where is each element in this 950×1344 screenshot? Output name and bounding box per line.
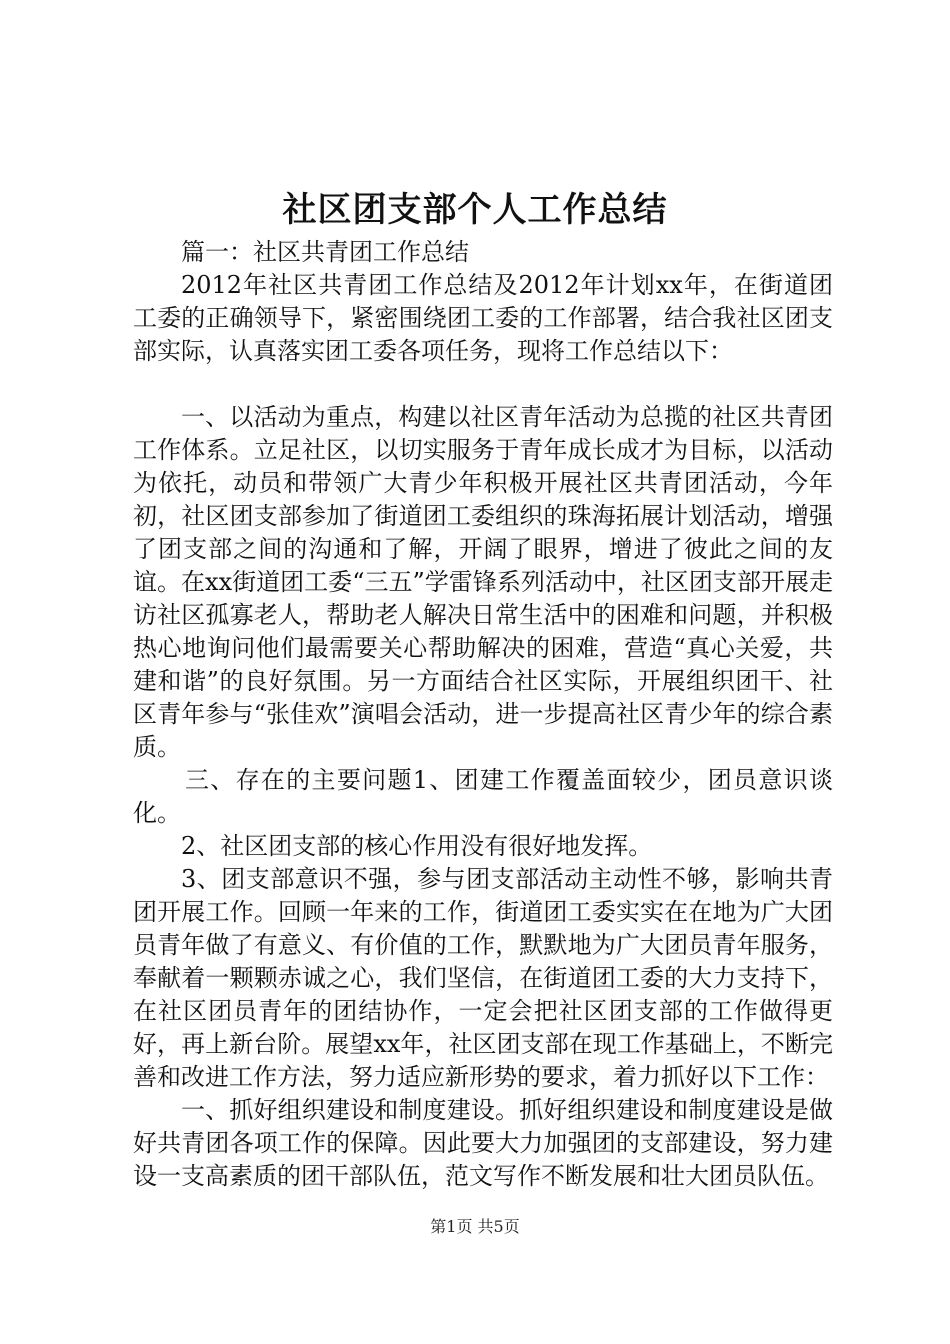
body-paragraph-problem-2: 2、社区团支部的核心作用没有很好地发挥。 <box>181 832 653 860</box>
body-paragraph-activities: 一、以活动为重点，构建以社区青年活动为总揽的社区共青团工作体系。立足社区，以切实服务于青年成长成才为目标，以活动为依托，动员和带领广大青少年积极开展社区共青团活动，今年初，社区团支部参加了街道团工委组织的珠海拓展计划活动，增强了团支部之间的沟通和了解，开阔了眼界，增进了彼此之间的友谊。在xx街道团工委“三五”学雷锋系列活动中，社区团支部开展走访社区孤寡老人，帮助老人解决日常生活中的困难和问题，并积极热心地询问他们最需要关心帮助解决的困难，营造“真心关爱，共建和谐”的良好氛围。另一方面结合社区实际，开展组织团干、社区青年参与“张佳欢”演唱会活动，进一步提高社区青少年的综合素质。 <box>133 403 833 761</box>
document-body <box>133 236 833 1193</box>
document-title: 社区团支部个人工作总结 <box>282 190 668 230</box>
body-paragraph-problems: 三、存在的主要问题1、团建工作覆盖面较少，团员意识谈化。 <box>133 766 833 827</box>
intro-paragraph: 2012年社区共青团工作总结及2012年计划xx年，在街道团工委的正确领导下，紧密围绕团工委的工作部署，结合我社区团支部实际，认真落实团工委各项任务，现将工作总结以下： <box>133 271 833 365</box>
body-paragraph-plan-1: 一、抓好组织建设和制度建设。抓好组织建设和制度建设是做好共青团各项工作的保障。因此要大力加强团的支部建设，努力建设一支高素质的团干部队伍，范文写作不断发展和壮大团员队伍。 <box>133 1096 833 1190</box>
body-paragraph-problem-3: 3、团支部意识不强，参与团支部活动主动性不够，影响共青团开展工作。回顾一年来的工作，街道团工委实实在在地为广大团员青年做了有意义、有价值的工作，默默地为广大团员青年服务，奉献着一颗颗赤诚之心，我们坚信，在街道团工委的大力支持下，在社区团员青年的团结协作，一定会把社区团支部的工作做得更好，再上新台阶。展望xx年，社区团支部在现工作基础上，不断完善和改进工作方法，努力适应新形势的要求，着力抓好以下工作： <box>133 865 833 1091</box>
section-heading: 篇一：社区共青团工作总结 <box>181 238 469 266</box>
page-indicator: 第1页 共5页 <box>430 1217 520 1236</box>
